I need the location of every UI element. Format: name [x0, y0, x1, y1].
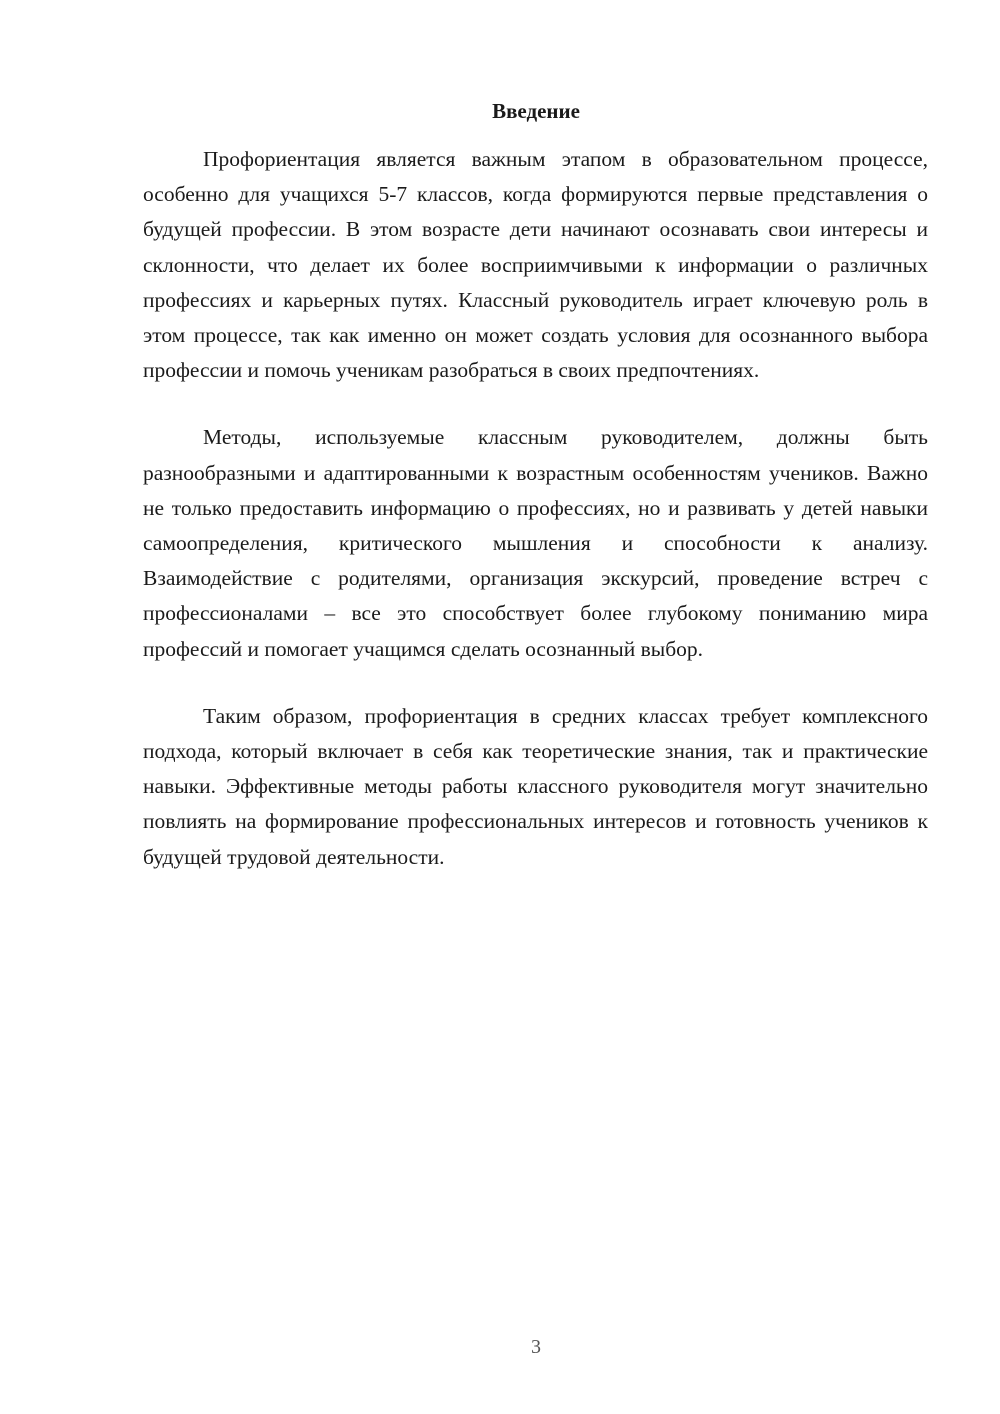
- paragraph-2: Методы, используемые классным руководителем, должны быть разнообразными и адаптированными к возрастным особенностям учеников. Важно не только предоставить информацию о профессиях, но и развивать у детей навыки самоопределения, критического мышления и способности к анализу. Взаимодействие с родителями, организация экскурсий, проведение встреч с профессионалами – все это способствует более глубокому пониманию мира профессий и помогает учащимся сделать осознанный выбор.: [143, 425, 928, 661]
- paragraph-3: Таким образом, профориентация в средних классах требует комплексного подхода, который включает в себя как теоретические знания, так и практические навыки. Эффективные методы работы классного руководителя могут значительно повлиять на формирование профессиональных интересов и готовность учеников к будущей трудовой деятельности.: [143, 703, 928, 869]
- page-number: 3: [531, 1336, 541, 1358]
- section-heading: Введение: [492, 99, 580, 123]
- paragraph-1: Профориентация является важным этапом в образовательном процессе, особенно для учащихся 5-7 классов, когда формируются первые представления о будущей профессии. В этом возрасте дети начинают осознавать свои интересы и склонности, что делает их более восприимчивыми к информации о различных профессиях и карьерных путях. Классный руководитель играет ключевую роль в этом процессе, так как именно он может создать условия для осознанного выбора профессии и помочь ученикам разобраться в своих предпочтениях.: [143, 147, 928, 383]
- body-text: [143, 142, 928, 907]
